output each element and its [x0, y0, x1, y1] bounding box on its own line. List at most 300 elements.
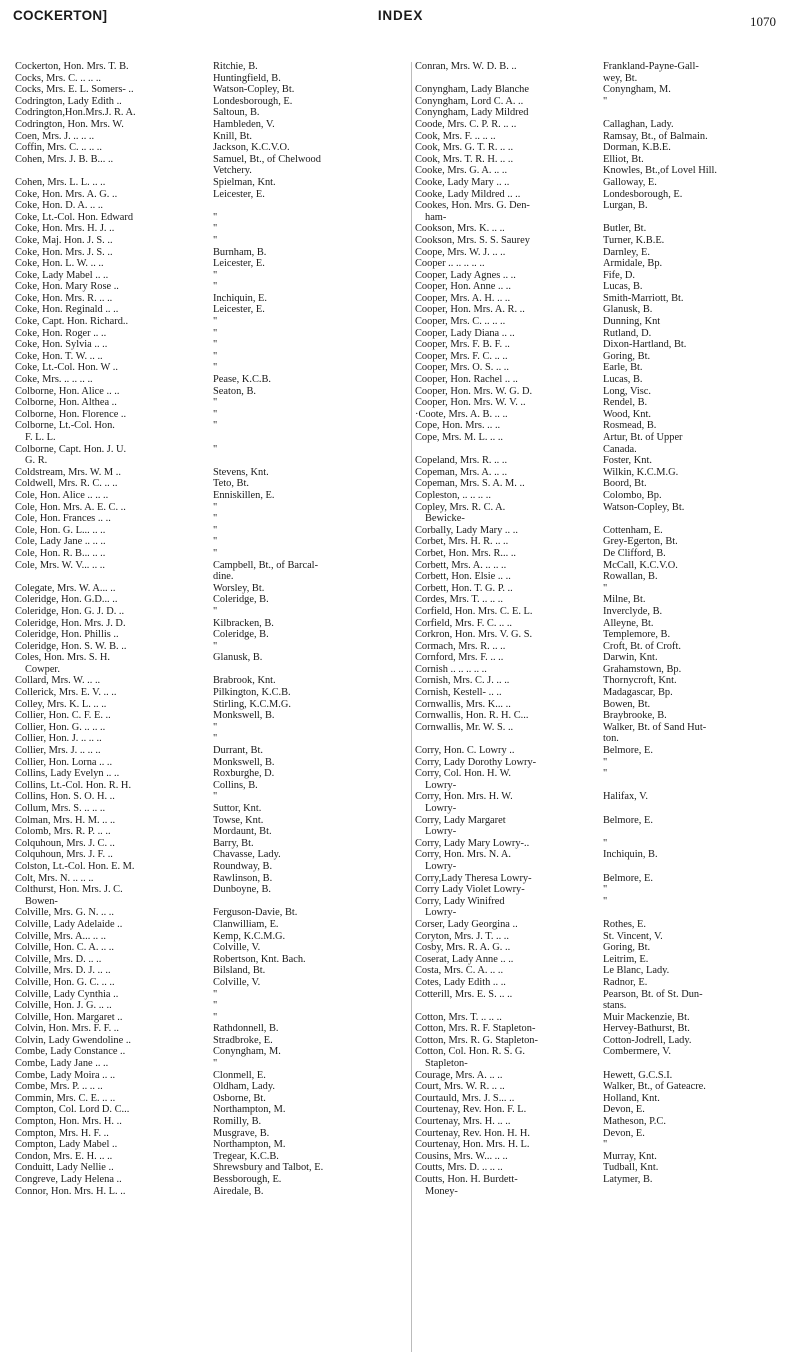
entry-reference: Shrewsbury and Talbot, E.: [213, 1162, 324, 1174]
index-entry: [415, 757, 798, 769]
entry-name: Corry, Hon. C. Lowry ..: [415, 745, 515, 757]
entry-name: Cook, Mrs. G. T. R. .. ..: [415, 142, 514, 154]
index-entry: [15, 304, 410, 316]
entry-name: Colston, Lt.-Col. Hon. E. M.: [15, 860, 135, 872]
page-title: INDEX: [377, 8, 424, 23]
index-entry: [415, 200, 798, 212]
index-entry: [415, 235, 798, 247]
index-entry: [15, 745, 410, 757]
entry-name: Combe, Lady Moira .. ..: [15, 1069, 116, 1081]
index-entry: [15, 1000, 410, 1012]
entry-reference: Knill, Bt.: [213, 130, 252, 142]
entry-reference: ": [213, 1000, 218, 1012]
entry-name: Corry Lady Violet Lowry-: [415, 884, 525, 896]
index-entry: [15, 641, 410, 653]
entry-reference: Belmore, E.: [603, 745, 653, 757]
entry-name: Courtenay, Rev. Hon. F. L.: [415, 1104, 527, 1116]
entry-reference: ": [213, 1058, 218, 1070]
index-entry: [15, 1035, 410, 1047]
entry-name: Cole, Mrs. W. V... .. ..: [15, 559, 105, 571]
entry-reference: [213, 664, 410, 676]
index-entry: [415, 478, 798, 490]
index-entry: [15, 1139, 410, 1151]
entry-name: Congreve, Lady Helena ..: [15, 1174, 122, 1185]
entry-reference: Pilkington, K.C.B.: [213, 687, 291, 699]
index-entry: [15, 710, 410, 722]
entry-name: Lowry-: [425, 860, 457, 872]
index-column-right: [415, 61, 798, 1197]
entry-name: Coke, Hon. L. W. .. ..: [15, 258, 104, 270]
index-entry: [415, 560, 798, 572]
entry-name: Cotes, Lady Edith .. ..: [415, 976, 506, 988]
index-entry: [415, 258, 798, 270]
entry-name: Stapleton-: [425, 1058, 468, 1070]
entry-reference: Watson-Copley, Bt.: [213, 84, 295, 96]
index-entry: [415, 977, 798, 989]
entry-reference: Rutland, D.: [603, 327, 652, 339]
entry-reference: Coleridge, B.: [213, 629, 269, 641]
index-entry: [15, 131, 410, 143]
entry-name: Coke, Mrs. .. .. .. ..: [15, 374, 93, 386]
entry-reference: Armidale, Bp.: [603, 258, 663, 270]
index-entry: [415, 675, 798, 687]
entry-reference: [603, 780, 798, 792]
entry-reference: Leitrim, E.: [603, 953, 649, 965]
index-entry: [415, 594, 798, 606]
entry-name: Costa, Mrs. C. A. .. ..: [415, 965, 504, 977]
entry-reference: ": [213, 408, 218, 420]
entry-name: Coke, Lt.-Col. Hon. W ..: [15, 362, 118, 374]
index-entry: [15, 965, 410, 977]
index-entry: [415, 1081, 798, 1093]
entry-reference: Darnley, E.: [603, 246, 650, 258]
index-entry: [15, 513, 410, 525]
entry-name: Cooper, Hon. Mrs. A. R. ..: [415, 304, 525, 316]
entry-reference: Grahamstown, Bp.: [603, 663, 682, 675]
index-entry: [415, 1128, 798, 1140]
entry-name: Colvin, Lady Gwendoline ..: [15, 1034, 132, 1046]
entry-name: Colomb, Mrs. R. P. .. ..: [15, 826, 111, 838]
entry-reference: Rendel, B.: [603, 397, 648, 409]
entry-reference: Galloway, E.: [603, 176, 657, 188]
entry-reference: Butler, Bt.: [603, 223, 647, 235]
index-entry: [415, 270, 798, 282]
entry-reference: Knowles, Bt.,of Lovel Hill.: [603, 165, 717, 177]
entry-name: Condon, Mrs. E. H. .. ..: [15, 1150, 113, 1162]
entry-name: Compton, Col. Lord D. C...: [15, 1104, 130, 1116]
index-entry: [15, 594, 410, 606]
entry-reference: ": [213, 721, 218, 733]
index-entry: [415, 61, 798, 73]
index-entry: [415, 293, 798, 305]
entry-reference: Musgrave, B.: [213, 1127, 270, 1139]
entry-name: [15, 165, 213, 177]
entry-name: Coke, Hon. Mrs. R. .. ..: [15, 292, 113, 304]
entry-name: Cotterill, Mrs. E. S. .. ..: [415, 988, 513, 1000]
entry-reference: Walker, Bt., of Gateacre.: [603, 1081, 706, 1093]
entry-reference: ": [213, 281, 218, 293]
index-entry: [415, 571, 798, 583]
entry-name: Collard, Mrs. W. .. ..: [15, 675, 101, 687]
entry-reference: Madagascar, Bp.: [603, 687, 673, 699]
entry-reference: Tregear, K.C.B.: [213, 1150, 279, 1162]
entry-reference: ": [213, 988, 218, 1000]
entry-reference: ": [603, 884, 608, 896]
index-entry: [415, 1093, 798, 1105]
index-entry: [415, 733, 798, 745]
index-entry: [415, 455, 798, 467]
index-entry: [415, 1070, 798, 1082]
index-entry: [15, 119, 410, 131]
entry-name: Combe, Mrs. P. .. .. ..: [15, 1081, 103, 1093]
index-entry: [15, 873, 410, 885]
entry-name: Coutts, Hon. H. Burdett-: [415, 1174, 518, 1185]
index-entry: [415, 618, 798, 630]
index-entry: [15, 1128, 410, 1140]
entry-name: Cooper .. .. .. .. ..: [415, 258, 485, 270]
entry-name: Cope, Mrs. M. L. .. ..: [415, 432, 504, 443]
index-entry: [15, 699, 410, 711]
index-entry: [415, 687, 798, 699]
entry-reference: Callaghan, Lady.: [603, 118, 674, 130]
index-entry: [15, 1174, 410, 1186]
index-entry: [415, 803, 798, 815]
entry-name: Corkron, Hon. Mrs. V. G. S.: [415, 629, 533, 641]
entry-name: Coleridge, Hon. Mrs. J. D.: [15, 617, 126, 629]
entry-reference: Rothes, E.: [603, 918, 647, 930]
entry-name: Coldstream, Mrs. W. M ..: [15, 466, 121, 478]
index-entry: [15, 351, 410, 363]
index-entry: [15, 247, 410, 259]
index-entry: [415, 942, 798, 954]
entry-reference: Conyngham, M.: [603, 84, 671, 96]
entry-name: Collerick, Mrs. E. V. .. ..: [15, 687, 117, 699]
entry-name: Cooper, Hon. Mrs. W. V. ..: [415, 397, 526, 409]
index-entry: [415, 490, 798, 502]
entry-reference: [603, 212, 798, 224]
index-entry: [15, 757, 410, 769]
entry-reference: ": [213, 791, 218, 803]
entry-reference: Northampton, M.: [213, 1104, 286, 1116]
index-entry: [15, 258, 410, 270]
index-entry: [15, 849, 410, 861]
entry-name: Corbet, Hon. Mrs. R... ..: [415, 547, 517, 559]
entry-reference: ": [213, 327, 218, 339]
index-entry: [15, 977, 410, 989]
index-entry: [415, 362, 798, 374]
entry-name: Colquhoun, Mrs. J. C. ..: [15, 837, 115, 849]
entry-reference: ": [213, 420, 218, 432]
index-entry: [15, 687, 410, 699]
entry-name: Colville, Hon. G. C. .. ..: [15, 976, 115, 988]
entry-name: Lowry-: [425, 907, 457, 919]
entry-reference: ": [213, 524, 218, 536]
entry-reference: Ramsay, Bt., of Balmain.: [603, 130, 708, 142]
index-entry: [415, 1151, 798, 1163]
entry-name: Colborne, Capt. Hon. J. U.: [15, 443, 127, 455]
entry-reference: Radnor, E.: [603, 976, 648, 988]
entry-reference: Dixon-Hartland, Bt.: [603, 339, 687, 351]
entry-reference: [213, 455, 410, 467]
entry-reference: Turner, K.B.E.: [603, 234, 665, 246]
index-entry: [15, 942, 410, 954]
entry-name: Cotton, Mrs. T. .. .. ..: [415, 1011, 502, 1023]
index-entry: [15, 1070, 410, 1082]
entry-name: Commin, Mrs. C. E. .. ..: [15, 1092, 116, 1104]
entry-name: Collier, Hon. J. .. .. ..: [15, 733, 102, 745]
entry-reference: Spielman, Knt.: [213, 176, 276, 188]
index-entry: [415, 177, 798, 189]
entry-reference: Vetchery.: [213, 165, 252, 177]
index-entry: [415, 73, 798, 85]
index-entry: [15, 861, 410, 873]
index-entry: [415, 189, 798, 201]
entry-name: Cooper, Lady Agnes .. ..: [415, 269, 516, 281]
entry-name: Cooper, Hon. Rachel .. ..: [415, 374, 518, 386]
index-entry: [415, 1035, 798, 1047]
entry-name: Conran, Mrs. W. D. B. ..: [415, 61, 517, 72]
entry-reference: Leicester, E.: [213, 188, 265, 200]
entry-name: Compton, Hon. Mrs. H. ..: [15, 1116, 122, 1128]
entry-name: Combe, Lady Jane .. ..: [15, 1058, 109, 1070]
entry-reference: Brabrook, Knt.: [213, 675, 276, 687]
index-entry: [15, 629, 410, 641]
entry-name: Cornford, Mrs. F. .. ..: [415, 652, 504, 664]
entry-reference: Ferguson-Davie, Bt.: [213, 907, 298, 919]
entry-name: Colville, Lady Cynthia ..: [15, 988, 119, 1000]
entry-name: Cooper, Mrs. O. S. .. ..: [415, 362, 509, 374]
entry-name: Coleridge, Hon. G. J. D. ..: [15, 605, 125, 617]
index-entry: [15, 989, 410, 1001]
index-entry: [15, 374, 410, 386]
entry-name: Corser, Lady Georgina ..: [415, 918, 518, 930]
index-entry: [15, 815, 410, 827]
index-entry: [15, 455, 410, 467]
index-entry: [15, 154, 410, 166]
entry-name: Corry, Lady Margaret: [415, 814, 506, 826]
entry-reference: St. Vincent, V.: [603, 930, 663, 942]
entry-name: Coen, Mrs. J. .. .. ..: [15, 130, 95, 142]
entry-name: Corry,Lady Theresa Lowry-: [415, 872, 532, 884]
index-entry: [15, 84, 410, 96]
entry-name: Lowry-: [425, 803, 457, 814]
entry-name: Colborne, Hon. Florence ..: [15, 408, 127, 420]
index-entry: [415, 1012, 798, 1024]
entry-name: Corry, Lady Mary Lowry-..: [415, 837, 530, 849]
index-entry: [15, 838, 410, 850]
entry-reference: ": [213, 234, 218, 246]
entry-name: Cole, Hon. Mrs. A. E. C. ..: [15, 501, 126, 513]
entry-reference: Milne, Bt.: [603, 594, 646, 606]
index-entry: [15, 1151, 410, 1163]
index-entry: [415, 1046, 798, 1058]
index-entry: [415, 931, 798, 943]
index-entry: [15, 316, 410, 328]
index-entry: [15, 791, 410, 803]
entry-reference: Dunboyne, B.: [213, 884, 272, 896]
index-entry: [415, 467, 798, 479]
entry-name: Cooper, Lady Diana .. ..: [415, 327, 515, 339]
entry-name: Cornish, Kestell- .. ..: [415, 687, 502, 699]
entry-name: Coke, Hon. Mrs. H. J. ..: [15, 223, 115, 235]
entry-name: Cooper, Mrs. C. .. .. ..: [415, 316, 506, 328]
entry-name: Court, Mrs. W. R. .. ..: [415, 1081, 505, 1093]
entry-name: Connor, Hon. Mrs. H. L. ..: [15, 1185, 126, 1197]
index-entry: [415, 1104, 798, 1116]
entry-name: Corbally, Lady Mary .. ..: [415, 524, 518, 536]
entry-reference: Northampton, M.: [213, 1139, 286, 1151]
entry-reference: Fife, D.: [603, 269, 636, 281]
entry-name: Courtenay, Rev. Hon. H. H.: [415, 1127, 530, 1139]
index-entry: [15, 1116, 410, 1128]
entry-reference: Canada.: [603, 443, 637, 455]
entry-name: Cooke, Lady Mildred .. ..: [415, 188, 521, 200]
entry-reference: ": [603, 1139, 608, 1151]
entry-reference: ": [213, 547, 218, 559]
index-entry: [15, 502, 410, 514]
entry-reference: McCall, K.C.V.O.: [603, 559, 678, 571]
entry-name: Coleridge, Hon. Phillis ..: [15, 629, 119, 641]
entry-reference: ": [213, 350, 218, 362]
entry-name: Coke, Hon. D. A. .. ..: [15, 200, 104, 212]
entry-reference: Lucas, B.: [603, 374, 643, 386]
entry-reference: Watson-Copley, Bt.: [603, 501, 685, 513]
index-entry: [415, 710, 798, 722]
index-entry: [15, 826, 410, 838]
index-entry: [15, 362, 410, 374]
index-entry: [415, 374, 798, 386]
entry-reference: ": [213, 339, 218, 351]
index-entry: [415, 1023, 798, 1035]
index-entry: [15, 293, 410, 305]
index-entry: [415, 896, 798, 908]
entry-name: Cohen, Mrs. J. B. B... ..: [15, 153, 114, 165]
entry-name: Collier, Mrs. J. .. .. ..: [15, 745, 101, 757]
index-entry: [415, 420, 798, 432]
entry-reference: dine.: [213, 571, 234, 583]
entry-reference: ": [213, 443, 218, 455]
entry-name: F. L. L.: [25, 432, 56, 443]
entry-reference: wey, Bt.: [603, 72, 638, 84]
entry-name: Colt, Mrs. N. .. .. ..: [15, 872, 94, 884]
entry-name: Cook, Mrs. T. R. H. .. ..: [415, 153, 514, 165]
entry-reference: Walker, Bt. of Sand Hut-: [603, 721, 707, 733]
index-entry: [415, 791, 798, 803]
entry-name: Compton, Lady Mabel ..: [15, 1139, 118, 1151]
index-entry: [15, 571, 410, 583]
entry-name: Collins, Lt.-Col. Hon. R. H.: [15, 779, 132, 791]
index-entry: [415, 873, 798, 885]
entry-name: ham-: [425, 211, 447, 223]
entry-reference: Combermere, V.: [603, 1046, 672, 1058]
entry-reference: ": [213, 1011, 218, 1023]
entry-name: Colville, Hon. J. G. .. ..: [15, 1000, 112, 1012]
entry-reference: Inchiquin, B.: [603, 849, 658, 861]
entry-name: Copeman, Mrs. A. .. ..: [415, 466, 508, 478]
entry-name: Colman, Mrs. H. M. .. ..: [15, 814, 116, 826]
entry-name: Cockerton, Hon. Mrs. T. B.: [15, 61, 129, 72]
index-entry: [415, 84, 798, 96]
entry-reference: ": [213, 362, 218, 374]
entry-name: Cosby, Mrs. R. A. G. ..: [415, 942, 511, 954]
entry-name: Codrington,Hon.Mrs.J. R. A.: [15, 107, 136, 119]
index-entry: [415, 444, 798, 456]
entry-name: Coke, Lt.-Col. Hon. Edward: [15, 211, 134, 223]
index-entry: [15, 107, 410, 119]
entry-name: Collier, Hon. Lorna .. ..: [15, 756, 113, 768]
entry-reference: Muir Mackenzie, Bt.: [603, 1011, 690, 1023]
entry-name: Cole, Lady Jane .. .. ..: [15, 536, 106, 548]
entry-name: Coryton, Mrs. J. T. .. ..: [415, 930, 510, 942]
index-entry: [15, 270, 410, 282]
entry-reference: Glanusk, B.: [603, 304, 653, 316]
index-entry: [15, 884, 410, 896]
entry-reference: Foster, Knt.: [603, 455, 652, 467]
index-entry: [15, 235, 410, 247]
index-entry: [415, 954, 798, 966]
entry-name: Bewicke-: [425, 513, 465, 525]
entry-name: Cooper, Hon. Anne .. ..: [415, 281, 511, 293]
entry-name: Colborne, Hon. Althea ..: [15, 397, 117, 409]
entry-reference: [213, 896, 410, 908]
entry-name: Cotton, Mrs. R. F. Stapleton-: [415, 1023, 536, 1035]
entry-reference: Clonmell, E.: [213, 1069, 266, 1081]
entry-reference: [603, 513, 798, 525]
index-entry: [15, 409, 410, 421]
entry-reference: Suttor, Knt.: [213, 803, 262, 814]
entry-name: Compton, Mrs. H. F. ..: [15, 1127, 109, 1139]
entry-reference: Airedale, B.: [213, 1185, 264, 1197]
entry-name: Lowry-: [425, 826, 457, 838]
index-entry: [415, 989, 798, 1001]
entry-reference: Darwin, Knt.: [603, 652, 658, 664]
index-entry: [15, 954, 410, 966]
entry-reference: Coleridge, B.: [213, 594, 269, 606]
entry-reference: Robertson, Knt. Bach.: [213, 953, 306, 965]
entry-name: [415, 1000, 603, 1012]
index-entry: [15, 142, 410, 154]
entry-reference: [603, 1186, 798, 1198]
entry-reference: Stradbroke, E.: [213, 1034, 273, 1046]
entry-reference: Belmore, E.: [603, 814, 653, 826]
entry-reference: Rowallan, B.: [603, 571, 658, 583]
running-head: COCKERTON]: [13, 8, 108, 23]
entry-name: Coke, Hon. Mrs. J. S. ..: [15, 246, 113, 258]
index-entry: [15, 536, 410, 548]
index-entry: [15, 618, 410, 630]
entry-name: Corry, Col. Hon. H. W.: [415, 768, 512, 780]
entry-name: Cooper, Mrs. A. H. .. ..: [415, 292, 511, 304]
index-entry: [15, 444, 410, 456]
entry-reference: Lurgan, B.: [603, 200, 648, 212]
index-entry: [415, 142, 798, 154]
index-entry: [15, 200, 410, 212]
entry-name: Conyngham, Lady Mildred: [415, 107, 529, 119]
entry-name: Conyngham, Lord C. A. ..: [415, 95, 524, 107]
entry-reference: Elliot, Bt.: [603, 153, 644, 165]
column-divider: [411, 62, 412, 1352]
entry-reference: Teto, Bt.: [213, 478, 249, 490]
index-entry: [15, 1093, 410, 1105]
entry-name: Coke, Hon. Mrs. A. G. ..: [15, 188, 118, 200]
index-entry: [15, 432, 410, 444]
entry-name: Courage, Mrs. A. .. ..: [415, 1069, 503, 1081]
index-entry: [15, 189, 410, 201]
entry-reference: Roundway, B.: [213, 860, 273, 872]
entry-name: Cocks, Mrs. C. .. .. ..: [15, 72, 102, 84]
entry-name: Corry, Hon. Mrs. H. W.: [415, 791, 513, 803]
entry-name: Cornish, Mrs. C. J. .. ..: [415, 675, 510, 687]
